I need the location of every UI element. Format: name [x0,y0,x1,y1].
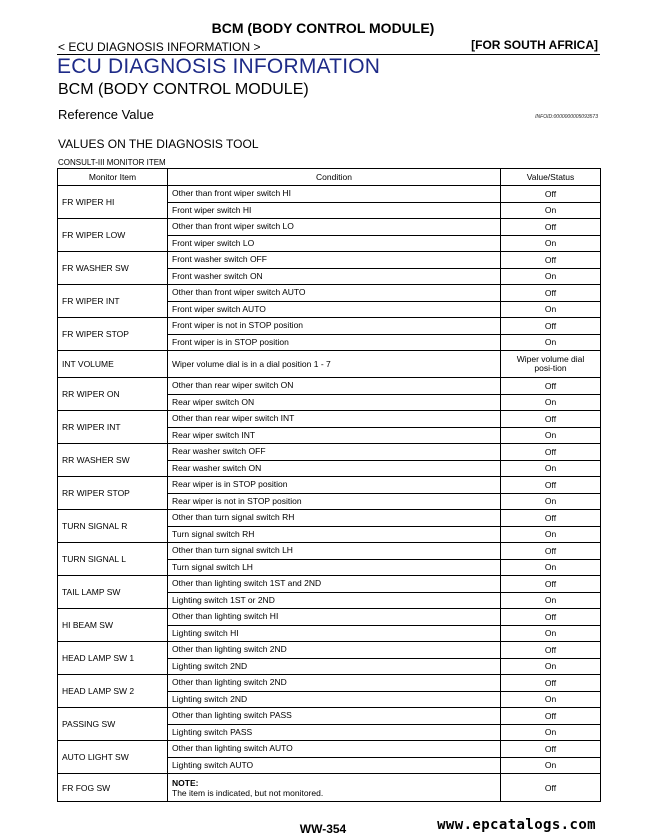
value-status-cell: Wiper volume dial posi-tion [501,351,601,378]
monitor-item-cell: RR WIPER ON [58,378,168,411]
value-status-cell: Off [501,186,601,203]
value-status-cell: On [501,526,601,543]
header-value-status: Value/Status [501,169,601,186]
table-row [58,642,601,659]
condition-cell: Other than turn signal switch RH [168,510,501,527]
table-row [58,252,601,269]
table-row [58,708,601,725]
condition-cell: Other than front wiper switch AUTO [168,285,501,302]
table-row [58,378,601,395]
condition-cell: Other than lighting switch AUTO [168,741,501,758]
condition-cell: Other than rear wiper switch INT [168,411,501,428]
value-status-cell: Off [501,285,601,302]
value-status-cell: Off [501,774,601,802]
header-condition: Condition [168,169,501,186]
table-row [58,285,601,302]
condition-cell: Turn signal switch RH [168,526,501,543]
value-status-cell: On [501,691,601,708]
condition-cell: Other than lighting switch HI [168,609,501,626]
value-status-cell: On [501,625,601,642]
table-row [58,219,601,236]
value-status-cell: Off [501,510,601,527]
monitor-item-cell: HI BEAM SW [58,609,168,642]
condition-cell: Front wiper switch AUTO [168,301,501,318]
value-status-cell: Off [501,675,601,692]
table-row [58,675,601,692]
table-row [58,741,601,758]
value-status-cell: Off [501,411,601,428]
monitor-item-cell: TURN SIGNAL L [58,543,168,576]
monitor-item-cell: TAIL LAMP SW [58,576,168,609]
values-heading: VALUES ON THE DIAGNOSIS TOOL [58,137,259,151]
header-monitor-item: Monitor Item [58,169,168,186]
section-subtitle: BCM (BODY CONTROL MODULE) [58,81,309,98]
page-number: WW-354 [299,822,347,836]
value-status-cell: On [501,268,601,285]
monitor-item-cell: HEAD LAMP SW 1 [58,642,168,675]
monitor-item-cell: FR WIPER HI [58,186,168,219]
note-label: NOTE: [172,777,199,788]
monitor-item-cell: RR WASHER SW [58,444,168,477]
condition-cell: Other than rear wiper switch ON [168,378,501,395]
value-status-cell: On [501,493,601,510]
condition-cell: Rear washer switch OFF [168,444,501,461]
condition-cell: Front washer switch ON [168,268,501,285]
condition-cell: Lighting switch 2ND [168,691,501,708]
value-status-cell: Off [501,444,601,461]
table-row-note [58,774,601,802]
value-status-cell: On [501,757,601,774]
monitor-item-cell: PASSING SW [58,708,168,741]
condition-cell: Front wiper switch LO [168,235,501,252]
table-row [58,186,601,203]
condition-cell: Other than lighting switch 2ND [168,642,501,659]
table-row [58,411,601,428]
table-row [58,351,601,378]
table-row [58,543,601,560]
value-status-cell: On [501,235,601,252]
value-status-cell: On [501,658,601,675]
monitor-item-cell: FR WIPER INT [58,285,168,318]
condition-cell: Other than lighting switch 2ND [168,675,501,692]
value-status-cell: On [501,427,601,444]
condition-cell: Lighting switch AUTO [168,757,501,774]
condition-cell: Rear wiper is not in STOP position [168,493,501,510]
condition-cell: Rear wiper switch INT [168,427,501,444]
value-status-cell: Off [501,378,601,395]
value-status-cell: Off [501,477,601,494]
monitor-item-cell: HEAD LAMP SW 2 [58,675,168,708]
condition-cell: Other than lighting switch PASS [168,708,501,725]
value-status-cell: Off [501,708,601,725]
monitor-item-cell: RR WIPER INT [58,411,168,444]
value-status-cell: Off [501,318,601,335]
monitor-table [57,168,601,802]
condition-cell: Lighting switch HI [168,625,501,642]
table-row [58,318,601,335]
value-status-cell: On [501,202,601,219]
monitor-item-cell: FR WIPER STOP [58,318,168,351]
value-status-cell: Off [501,609,601,626]
condition-cell: Other than front wiper switch LO [168,219,501,236]
monitor-item-cell: TURN SIGNAL R [58,510,168,543]
condition-cell: Turn signal switch LH [168,559,501,576]
table-row [58,609,601,626]
document-title: BCM (BODY CONTROL MODULE) [211,20,435,36]
value-status-cell: On [501,724,601,741]
monitor-item-cell: INT VOLUME [58,351,168,378]
table-body [58,186,601,802]
condition-cell: Other than lighting switch 1ST and 2ND [168,576,501,593]
condition-cell: Wiper volume dial is in a dial position 1 - 7 [168,351,501,378]
condition-cell: Lighting switch 1ST or 2ND [168,592,501,609]
info-id: INFOID:0000000005093573 [535,114,598,120]
value-status-cell: On [501,394,601,411]
site-watermark: www.epcatalogs.com [437,817,596,833]
condition-cell: Lighting switch PASS [168,724,501,741]
monitor-item-cell: RR WIPER STOP [58,477,168,510]
monitor-item-cell: FR WASHER SW [58,252,168,285]
value-status-cell: Off [501,543,601,560]
section-title: ECU DIAGNOSIS INFORMATION [57,55,381,78]
value-status-cell: On [501,301,601,318]
value-status-cell: Off [501,252,601,269]
condition-cell: Other than turn signal switch LH [168,543,501,560]
value-status-cell: On [501,334,601,351]
condition-cell: Other than front wiper switch HI [168,186,501,203]
table-header-row [58,169,601,186]
value-status-cell: Off [501,741,601,758]
table-row [58,576,601,593]
table-row [58,444,601,461]
condition-cell: Lighting switch 2ND [168,658,501,675]
monitor-heading: CONSULT-III MONITOR ITEM [58,158,166,167]
breadcrumb: < ECU DIAGNOSIS INFORMATION > [58,40,261,54]
value-status-cell: Off [501,576,601,593]
condition-cell: Front wiper switch HI [168,202,501,219]
monitor-item-cell: FR FOG SW [58,774,168,802]
condition-cell: Rear wiper is in STOP position [168,477,501,494]
monitor-item-cell: AUTO LIGHT SW [58,741,168,774]
value-status-cell: On [501,592,601,609]
condition-cell: Rear wiper switch ON [168,394,501,411]
condition-cell: Front washer switch OFF [168,252,501,269]
value-status-cell: Off [501,642,601,659]
condition-cell: Front wiper is not in STOP position [168,318,501,335]
condition-cell: Front wiper is in STOP position [168,334,501,351]
value-status-cell: On [501,460,601,477]
table-row [58,477,601,494]
value-status-cell: Off [501,219,601,236]
region-label: [FOR SOUTH AFRICA] [471,38,598,52]
value-status-cell: On [501,559,601,576]
reference-heading: Reference Value [58,107,154,122]
note-cell [168,774,501,802]
condition-cell: Rear washer switch ON [168,460,501,477]
monitor-item-cell: FR WIPER LOW [58,219,168,252]
table-row [58,510,601,527]
note-text: The item is indicated, but not monitored. [172,787,324,798]
